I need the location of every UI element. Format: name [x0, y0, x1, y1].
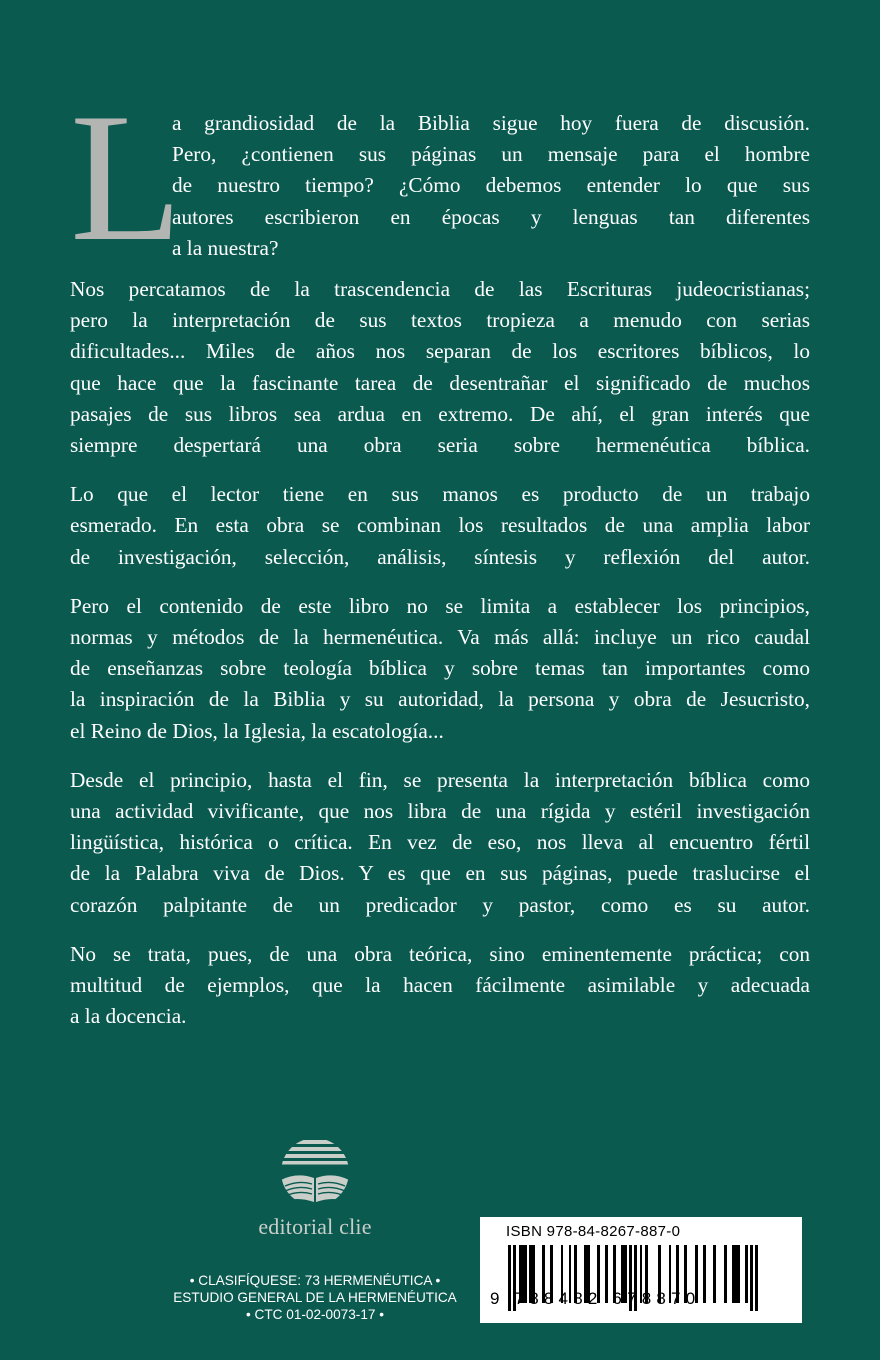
body-paragraph — [70, 479, 810, 573]
intro-line: autores escribieron en épocas y lenguas tan diferentes — [172, 204, 810, 229]
intro-lines — [172, 108, 810, 264]
text-line: Lo que el lector tiene en sus manos es producto de un trabajo — [70, 482, 810, 507]
text-line: normas y métodos de la hermenéutica. Va más allá: incluye un rico caudal — [70, 625, 810, 650]
intro-paragraph — [70, 75, 810, 279]
barcode-bar — [755, 1245, 758, 1311]
text-line: siempre despertará una obra seria sobre hermenéutica bíblica. — [70, 433, 810, 458]
text-line: No se trata, pues, de una obra teórica, sino eminentemente práctica; con — [70, 941, 810, 966]
text-line: de la Palabra viva de Dios. Y es que en sus páginas, puede traslucirse el — [70, 861, 810, 886]
classification-line: • CTC 01-02-0073-17 • — [246, 1307, 384, 1322]
classification-line: ESTUDIO GENERAL DE LA HERMENÉUTICA — [173, 1290, 457, 1305]
barcode-bar — [703, 1245, 706, 1303]
classification-line: • CLASIFÍQUESE: 73 HERMENÉUTICA • — [189, 1273, 441, 1288]
body-paragraphs — [70, 274, 810, 1032]
body-paragraph — [70, 274, 810, 461]
text-line: Desde el principio, hasta el fin, se presenta la interpretación bíblica como — [70, 767, 810, 792]
text-line: de enseñanzas sobre teología bíblica y sobre temas tan importantes como — [70, 656, 810, 681]
text-line: pero la interpretación de sus textos tropieza a menudo con serias — [70, 308, 810, 333]
back-cover-text — [70, 75, 810, 1050]
barcode-bar — [713, 1245, 716, 1303]
body-paragraph — [70, 939, 810, 1033]
publisher-logo — [240, 1136, 390, 1240]
barcode-bar — [745, 1245, 748, 1303]
text-line: que hace que la fascinante tarea de desentrañar el significado de muchos — [70, 370, 810, 395]
text-line: dificultades... Miles de años nos separan de los escritores bíblicos, lo — [70, 339, 810, 364]
drop-cap: L — [70, 75, 183, 279]
body-paragraph — [70, 591, 810, 747]
classification-block — [150, 1272, 480, 1323]
publisher-name: editorial clie — [258, 1214, 372, 1239]
intro-line: de nuestro tiempo? ¿Cómo debemos entender lo que sus — [172, 173, 810, 198]
text-line: multitud de ejemplos, que la hacen fácilmente asimilable y adecuada — [70, 973, 810, 998]
text-line: esmerado. En esta obra se combinan los resultados de una amplia labor — [70, 513, 810, 538]
intro-line: a grandiosidad de la Biblia sigue hoy fuera de discusión. — [172, 111, 810, 135]
intro-line: a la nuestra? — [172, 235, 279, 260]
intro-line: Pero, ¿contienen sus páginas un mensaje para el hombre — [172, 142, 810, 167]
text-line: Nos percatamos de la trascendencia de las Escrituras judeocristianas; — [70, 277, 810, 301]
text-line: la inspiración de la Biblia y su autoridad, la persona y obra de Jesucristo, — [70, 687, 810, 712]
body-paragraph — [70, 765, 810, 921]
text-line: una actividad vivificante, que nos libra de una rígida y estéril investigación — [70, 799, 810, 824]
text-line: lingüística, histórica o crítica. En vez de eso, nos lleva al encuentro fértil — [70, 830, 810, 855]
barcode-bar — [737, 1245, 740, 1303]
text-line: el Reino de Dios, la Iglesia, la escatología... — [70, 718, 444, 743]
isbn-barcode — [480, 1217, 802, 1323]
open-book-globe-icon — [275, 1136, 355, 1208]
barcode-bar — [724, 1245, 727, 1303]
text-line: de investigación, selección, análisis, síntesis y reflexión del autor. — [70, 544, 810, 569]
barcode-bar — [750, 1245, 753, 1311]
barcode-digits: 9 788482 678870 — [490, 1289, 701, 1308]
text-line: pasajes de sus libros sea ardua en extremo. De ahí, el gran interés que — [70, 401, 810, 426]
isbn-label: ISBN 978-84-8267-887-0 — [506, 1223, 681, 1240]
text-line: Pero el contenido de este libro no se limita a establecer los principios, — [70, 593, 810, 618]
text-line: corazón palpitante de un predicador y pastor, como es su autor. — [70, 892, 810, 917]
text-line: a la docencia. — [70, 1004, 187, 1029]
